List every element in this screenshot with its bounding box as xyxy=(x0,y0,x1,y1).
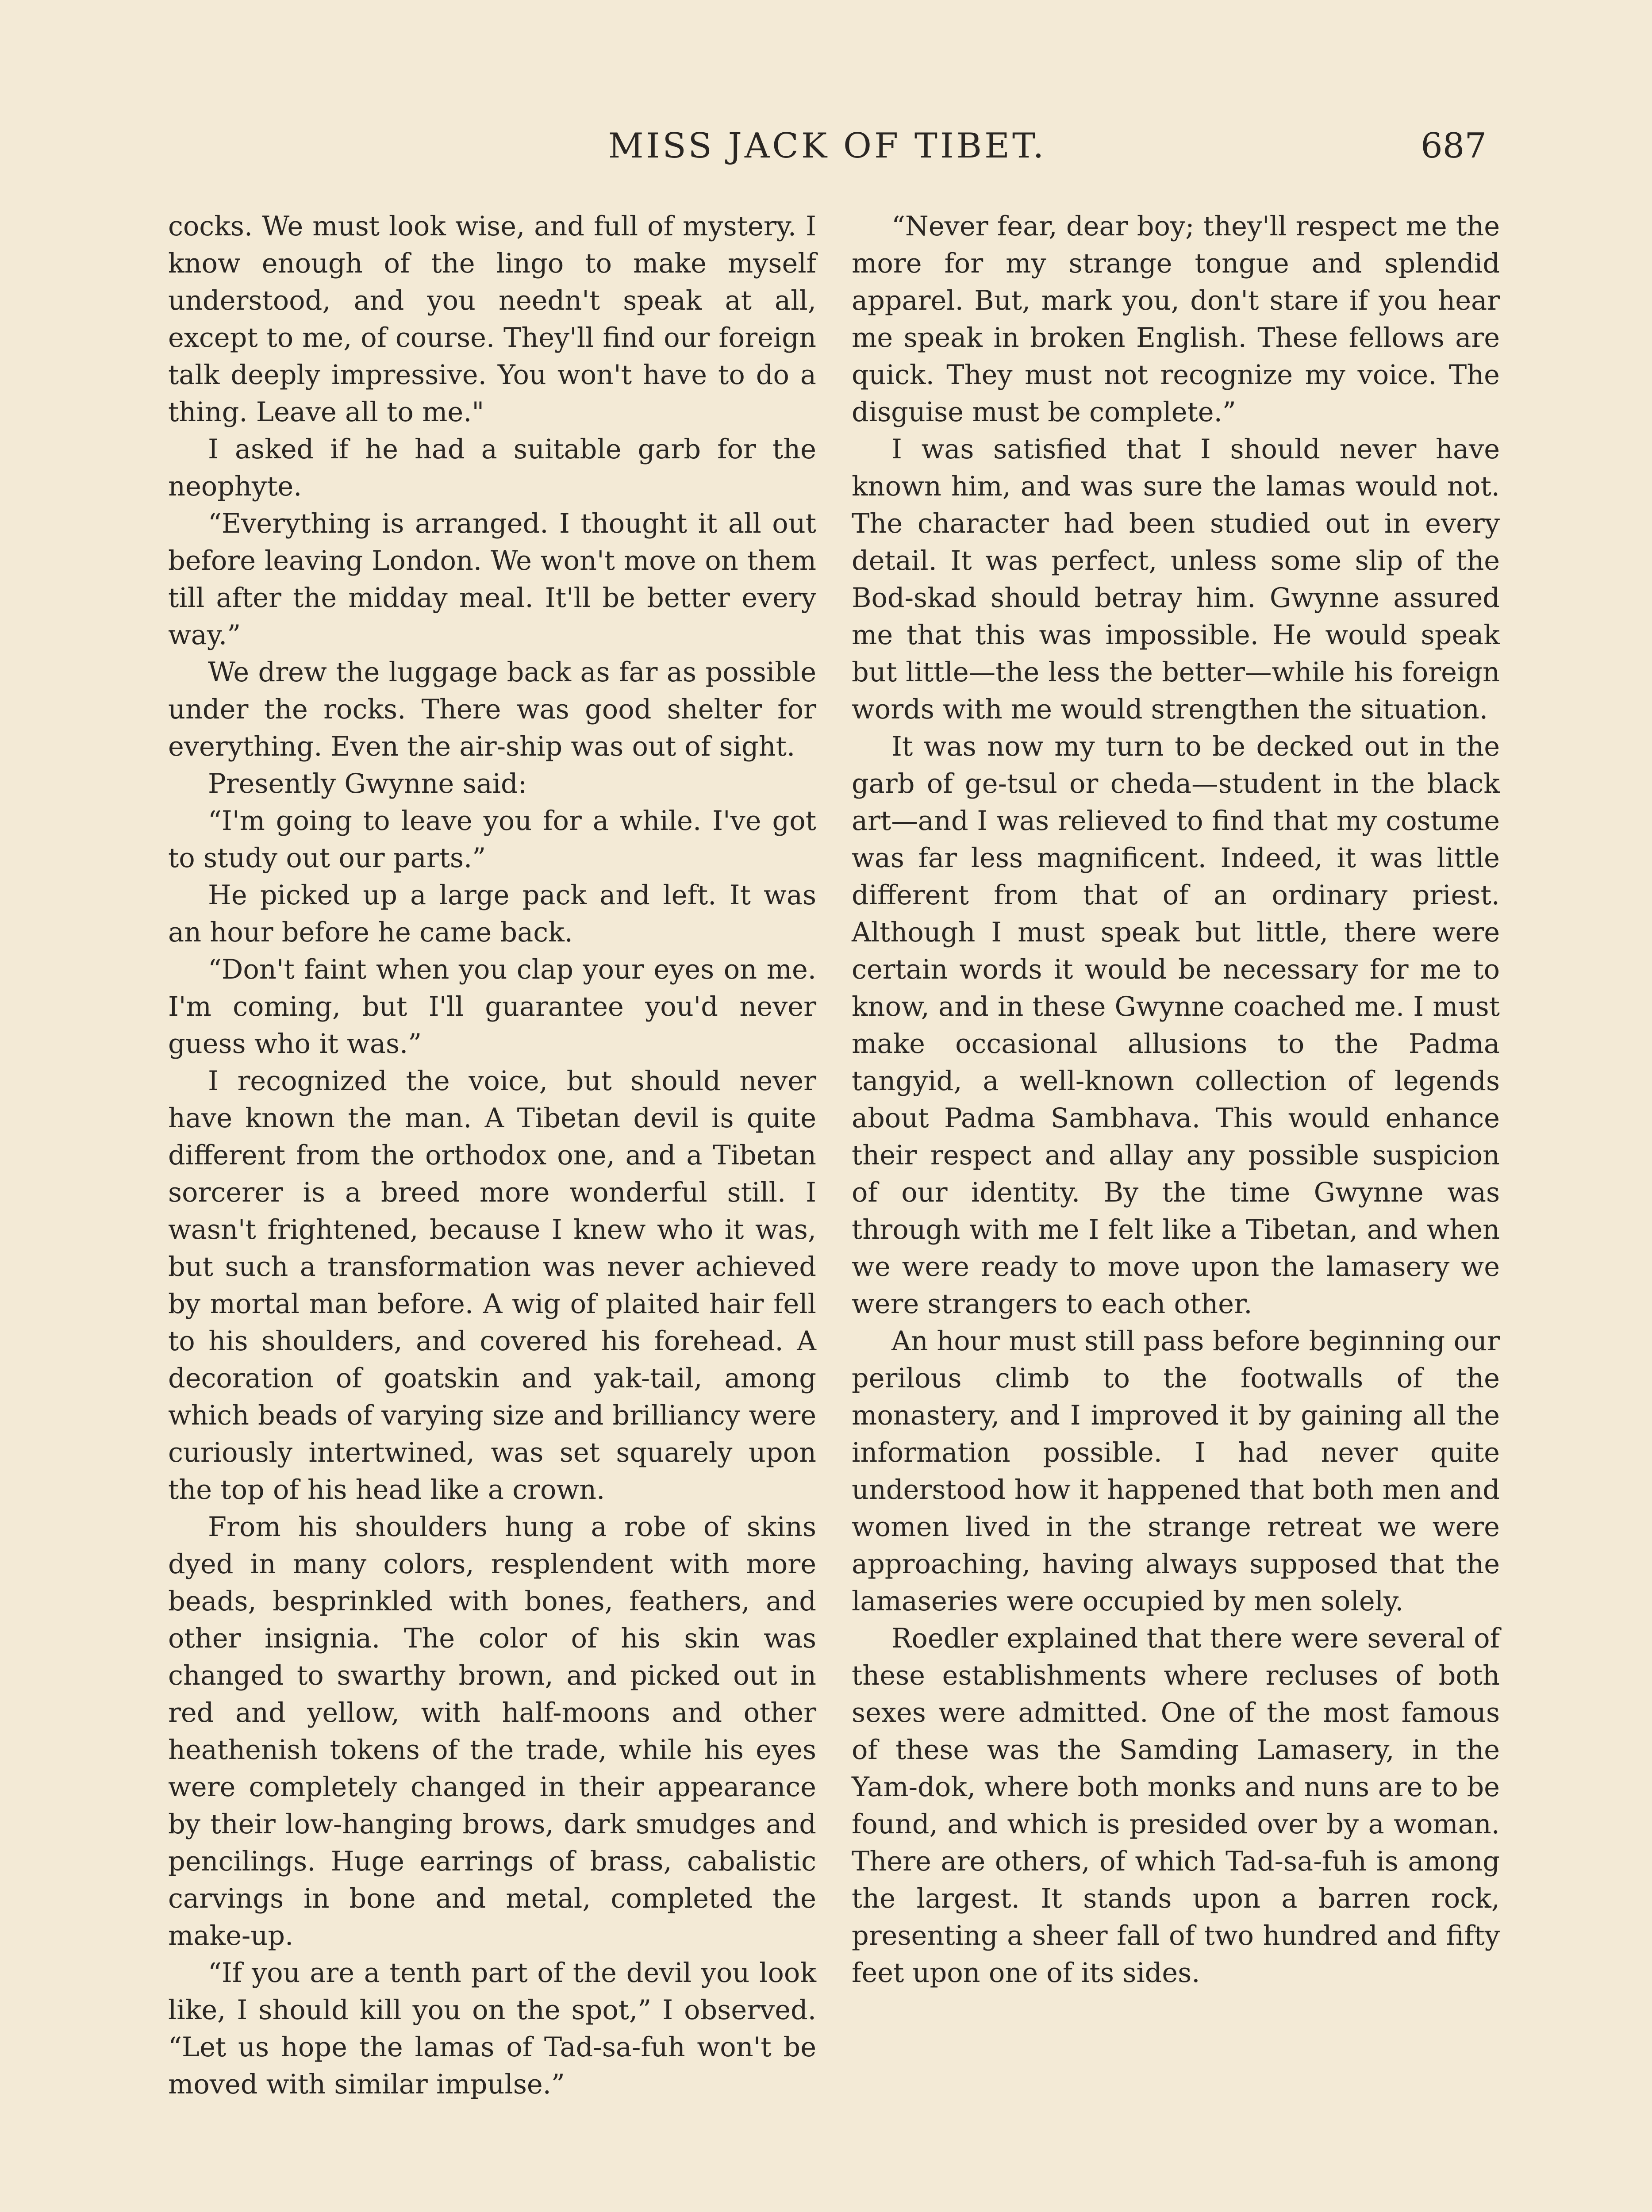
paragraph: We drew the luggage back as far as possible under the rocks. There was good shelter for everything. Even the air-ship was out of sight. xyxy=(168,657,816,762)
paragraph: “Never fear, dear boy; they'll respect me the more for my strange tongue and splendid apparel. But, mark you, don't stare if you hear me speak in broken English. These fellows are quick. They must not recognize my voice. The disguise must be complete.” xyxy=(852,211,1500,428)
paragraph: cocks. We must look wise, and full of mystery. I know enough of the lingo to make myself understood, and you needn't speak at all, except to me, of course. They'll find our foreign talk deeply impressive. You won't have to do a thing. Leave all to me." xyxy=(168,211,816,428)
page-number: 687 xyxy=(1421,126,1487,166)
paragraph: He picked up a large pack and left. It was an hour before he came back. xyxy=(168,880,816,948)
paragraph: “Everything is arranged. I thought it all out before leaving London. We won't move on them till after the midday meal. It'll be better every way.” xyxy=(168,508,816,651)
paragraph: I was satisfied that I should never have known him, and was sure the lamas would not. The character had been studied out in every detail. It was perfect, unless some slip of the Bod-skad should betray him. Gwynne assured me that this was impossible. He would speak but little—the less the better—while his foreign words with me would strengthen the situation. xyxy=(852,434,1500,725)
paragraph: “If you are a tenth part of the devil you look like, I should kill you on the spot,” I observed. “Let us hope the lamas of Tad-sa-fuh won't be moved with similar impulse.” xyxy=(168,1958,816,2100)
paragraph: “I'm going to leave you for a while. I've got to study out our parts.” xyxy=(168,806,816,874)
paragraph: “Don't faint when you clap your eyes on me. I'm coming, but I'll guarantee you'd never guess who it was.” xyxy=(168,954,816,1060)
paragraph: From his shoulders hung a robe of skins dyed in many colors, resplendent with more beads, besprinkled with bones, feathers, and other insignia. The color of his skin was changed to swarthy brown, and picked out in red and yellow, with half-moons and other heathenish tokens of the trade, while his eyes were completely changed in their appearance by their low-hanging brows, dark smudges and pencilings. Huge earrings of brass, cabalistic carvings in bone and metal, completed the make-up. xyxy=(168,1512,816,1951)
paragraph: It was now my turn to be decked out in the garb of ge-tsul or cheda—student in the black art—and I was relieved to find that my costume was far less magnificent. Indeed, it was little different from that of an ordinary priest. Although I must speak but little, there were certain words it would be necessary for me to know, and in these Gwynne coached me. I must make occasional allusions to the Padma tangyid, a well-known collection of legends about Padma Sambhava. This would enhance their respect and allay any possible suspicion of our identity. By the time Gwynne was through with me I felt like a Tibetan, and when we were ready to move upon the lamasery we were strangers to each other. xyxy=(852,731,1500,1320)
paragraph: I recognized the voice, but should never have known the man. A Tibetan devil is quite different from the orthodox one, and a Tibetan sorcerer is a breed more wonderful still. I wasn't frightened, because I knew who it was, but such a transformation was never achieved by mortal man before. A wig of plaited hair fell to his shoulders, and covered his forehead. A decoration of goatskin and yak-tail, among which beads of varying size and brilliancy were curiously intertwined, was set squarely upon the top of his head like a crown. xyxy=(168,1066,816,1505)
right-column xyxy=(852,208,1500,1992)
paragraph: Roedler explained that there were several of these establishments where recluses of both sexes were admitted. One of the most famous of these was the Samding Lamasery, in the Yam-dok, where both monks and nuns are to be found, and which is presided over by a woman. There are others, of which Tad-sa-fuh is among the largest. It stands upon a barren rock, presenting a sheer fall of two hundred and fifty feet upon one of its sides. xyxy=(852,1623,1500,1989)
left-column xyxy=(168,208,816,2103)
page-header xyxy=(168,124,1487,173)
paragraph: I asked if he had a suitable garb for the neophyte. xyxy=(168,434,816,502)
paragraph: An hour must still pass before beginning our perilous climb to the footwalls of the monastery, and I improved it by gaining all the information possible. I had never quite understood how it happened that both men and women lived in the strange retreat we were approaching, having always supposed that the lamaseries were occupied by men solely. xyxy=(852,1326,1500,1617)
running-title: MISS JACK OF TIBET. xyxy=(608,126,1047,166)
paragraph: Presently Gwynne said: xyxy=(208,768,527,799)
